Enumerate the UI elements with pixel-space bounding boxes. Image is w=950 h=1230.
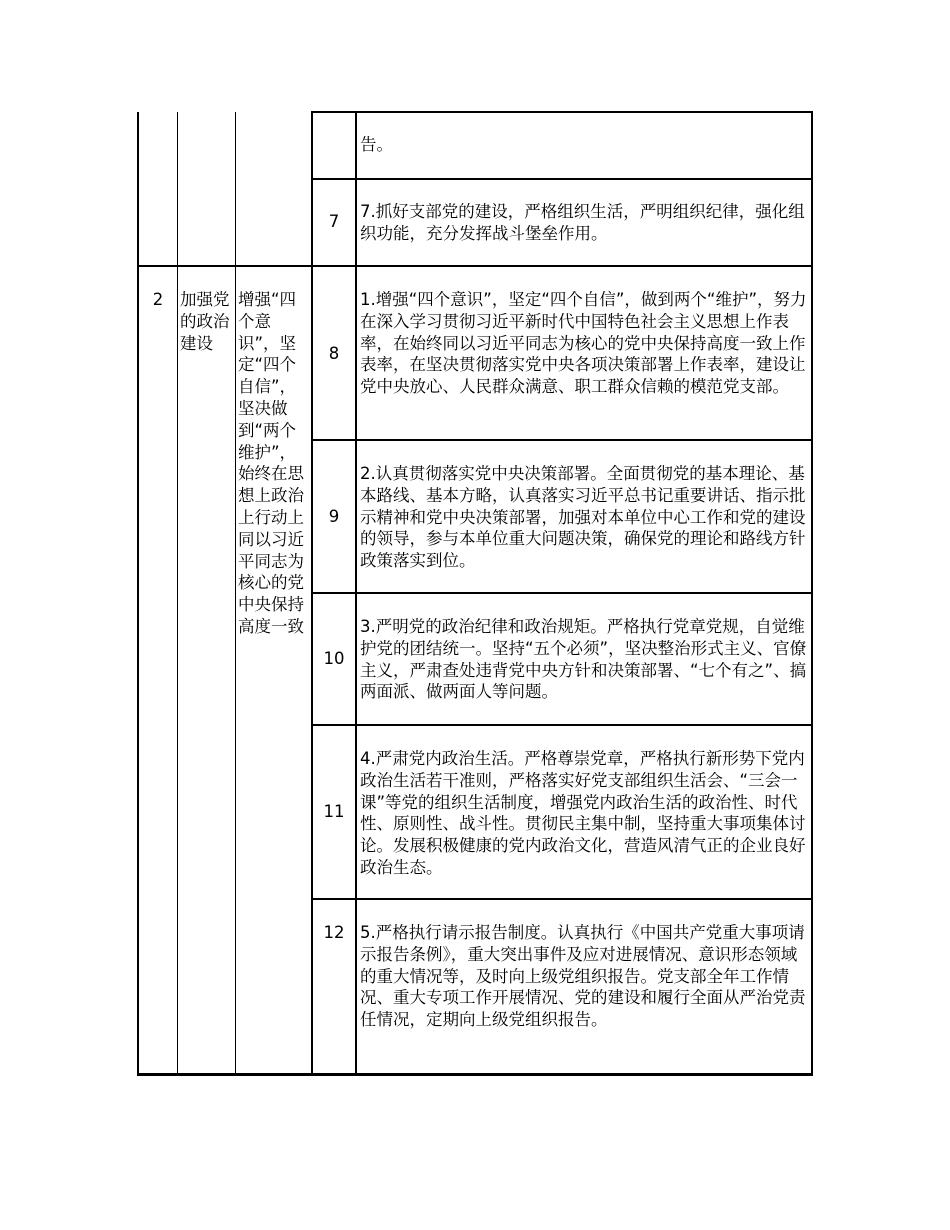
sequence-number: 8	[328, 344, 340, 363]
table-border-right	[811, 112, 813, 1076]
sequence-number: 7	[328, 212, 340, 231]
task-text: 4.严肃党内政治生活。严格尊崇党章，严格执行新形势下党内政治生活若干准则，严格落实好党支部组织生活会、“三会一课”等党的组织生活制度，增强党内政治生活的政治性、时代性、原则性、战斗性。贯彻民主集中制，坚持重大事项集体讨论。发展积极健康的党内政治文化，营造风清气正的企业良好政治生态。	[360, 749, 806, 877]
column-divider-2	[235, 112, 236, 1076]
task-text: 7.抓好支部党的建设，严格组织生活，严明组织纪律，强化组织功能，充分发挥战斗堡垒作用。	[360, 202, 805, 243]
task-text: 1.增强“四个意识”，坚定“四个自信”，做到两个“维护”，努力在深入学习贯彻习近平新时代中国特色社会主义思想上作表率，在始终同以习近平同志为核心的党中央保持高度一致上作表率，在坚决贯彻落实党中央各项决策部署上作表率，建设让党中央放心、人民群众满意、职工群众信赖的模范党支部。	[360, 290, 807, 397]
task-text: 2.认真贯彻落实党中央决策部署。全面贯彻党的基本理论、基本路线、基本方略，认真落实习近平总书记重要讲话、指示批示精神和党中央决策部署，加强对本单位中心工作和党的建设的领导，参与本单位重大问题决策，确保党的理论和路线方针政策落实到位。	[360, 464, 806, 571]
row-divider	[311, 178, 813, 180]
row-divider	[311, 724, 813, 726]
sequence-number: 10	[323, 649, 345, 668]
task-text: 3.严明党的政治纪律和政治规矩。严格执行党章党规，自觉维护党的团结统一。坚持“五个必须”，坚决整治形式主义、官僚主义，严肃查处违背党中央方针和决策部署、“七个有之”、搞两面派、做两面人等问题。	[360, 617, 807, 702]
sequence-number: 12	[323, 923, 345, 942]
row-divider	[311, 898, 813, 900]
sequence-number: 11	[323, 802, 345, 821]
section-goal: 增强“四个意识”，坚定“四个自信”，坚决做到“两个维护”，始终在思想上政治上行动上同以习近平同志为核心的党中央保持高度一致	[238, 290, 304, 636]
row-divider	[311, 592, 813, 594]
task-text: 告。	[360, 135, 393, 154]
section-divider	[137, 265, 813, 267]
top-border-right-block	[311, 111, 813, 113]
row-divider	[311, 439, 813, 441]
section-category: 加强党的政治建设	[180, 290, 230, 353]
task-text: 5.严格执行请示报告制度。认真执行《中国共产党重大事项请示报告条例》，重大突出事件及应对进展情况、意识形态领域的重大情况等，及时向上级党组织报告。党支部全年工作情况、重大专项工作开展情况、党的建设和履行全面从严治党责任情况，定期向上级党组织报告。	[360, 923, 806, 1030]
column-divider-4	[355, 112, 357, 1076]
table-border-left	[137, 112, 139, 1076]
table-border-bottom	[137, 1073, 813, 1076]
section-index: 2	[152, 290, 164, 309]
column-divider-1	[177, 112, 178, 1076]
sequence-number: 9	[328, 507, 340, 526]
